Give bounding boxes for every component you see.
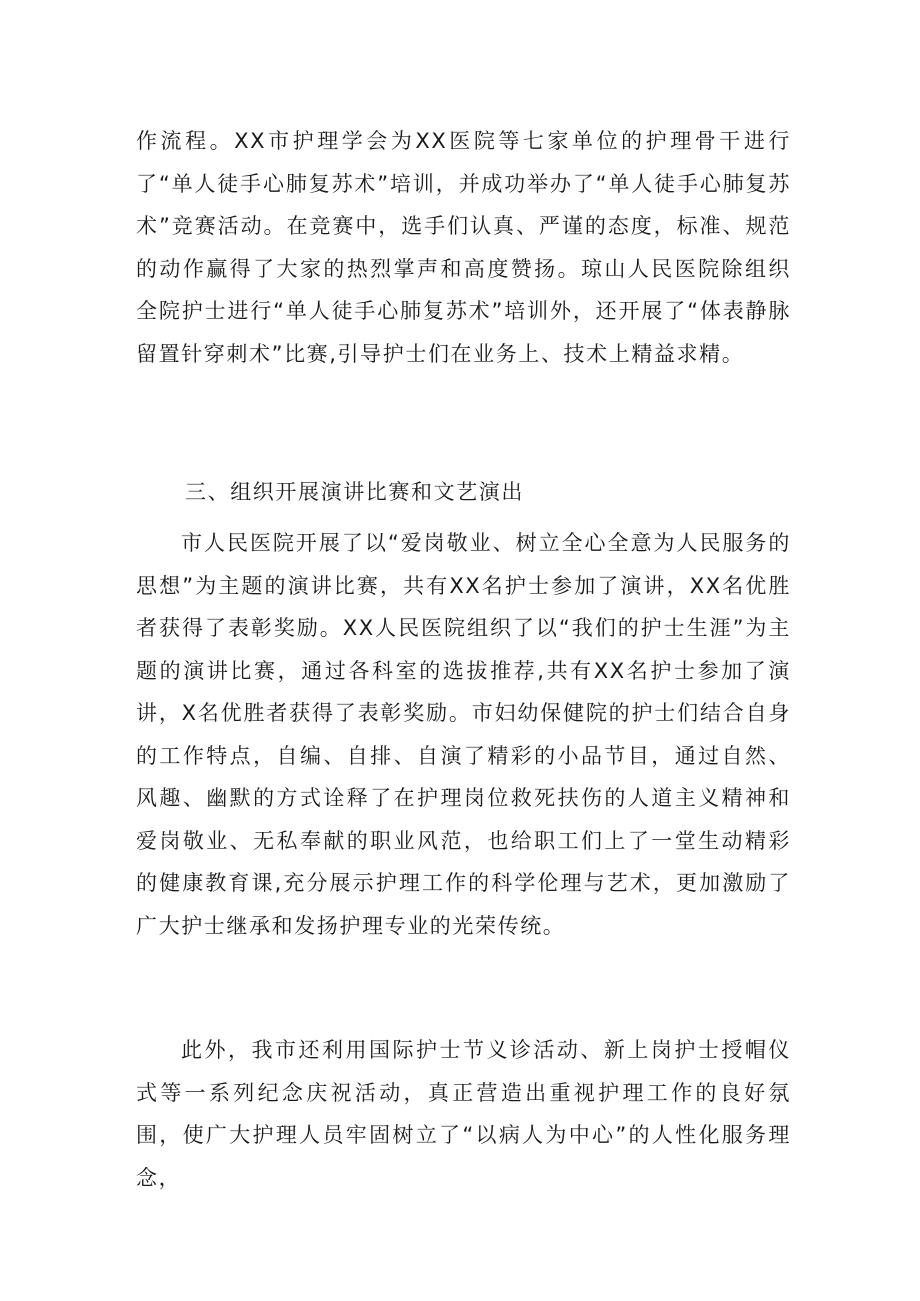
paragraph-commemoration-activities: 此外，我市还利用国际护士节义诊活动、新上岗护士授帽仪式等一系列纪念庆祝活动，真正营造出重视护理工作的良好氛围，使广大护理人员牢固树立了“以病人为中心”的人性化服务理念， [136, 1038, 791, 1190]
paragraph-nursing-training: 作流程。XX市护理学会为XX医院等七家单位的护理骨干进行了“单人徒手心肺复苏术”培训，并成功举办了“单人徒手心肺复苏术”竞赛活动。在竞赛中，选手们认真、严谨的态度，标准、规范的动作赢得了大家的热烈掌声和高度赞扬。琼山人民医院除组织全院护士进行“单人徒手心肺复苏术”培训外，还开展了“体表静脉留置针穿刺术”比赛,引导护士们在业务上、技术上精益求精。 [136, 129, 791, 366]
section-heading-three: 三、组织开展演讲比赛和文艺演出 [185, 480, 524, 504]
paragraph-speech-contests: 市人民医院开展了以“爱岗敬业、树立全心全意为人民服务的思想”为主题的演讲比赛，共有XX名护士参加了演讲，XX名优胜者获得了表彰奖励。XX人民医院组织了以“我们的护士生涯”为主题的演讲比赛，通过各科室的选拔推荐,共有XX名护士参加了演讲，X名优胜者获得了表彰奖励。市妇幼保健院的护士们结合自身的工作特点，自编、自排、自演了精彩的小品节目，通过自然、风趣、幽默的方式诠释了在护理岗位救死扶伤的人道主义精神和爱岗敬业、无私奉献的职业风范，也给职工们上了一堂生动精彩的健康教育课,充分展示护理工作的科学伦理与艺术，更加激励了广大护士继承和发扬护理专业的光荣传统。 [136, 531, 791, 938]
